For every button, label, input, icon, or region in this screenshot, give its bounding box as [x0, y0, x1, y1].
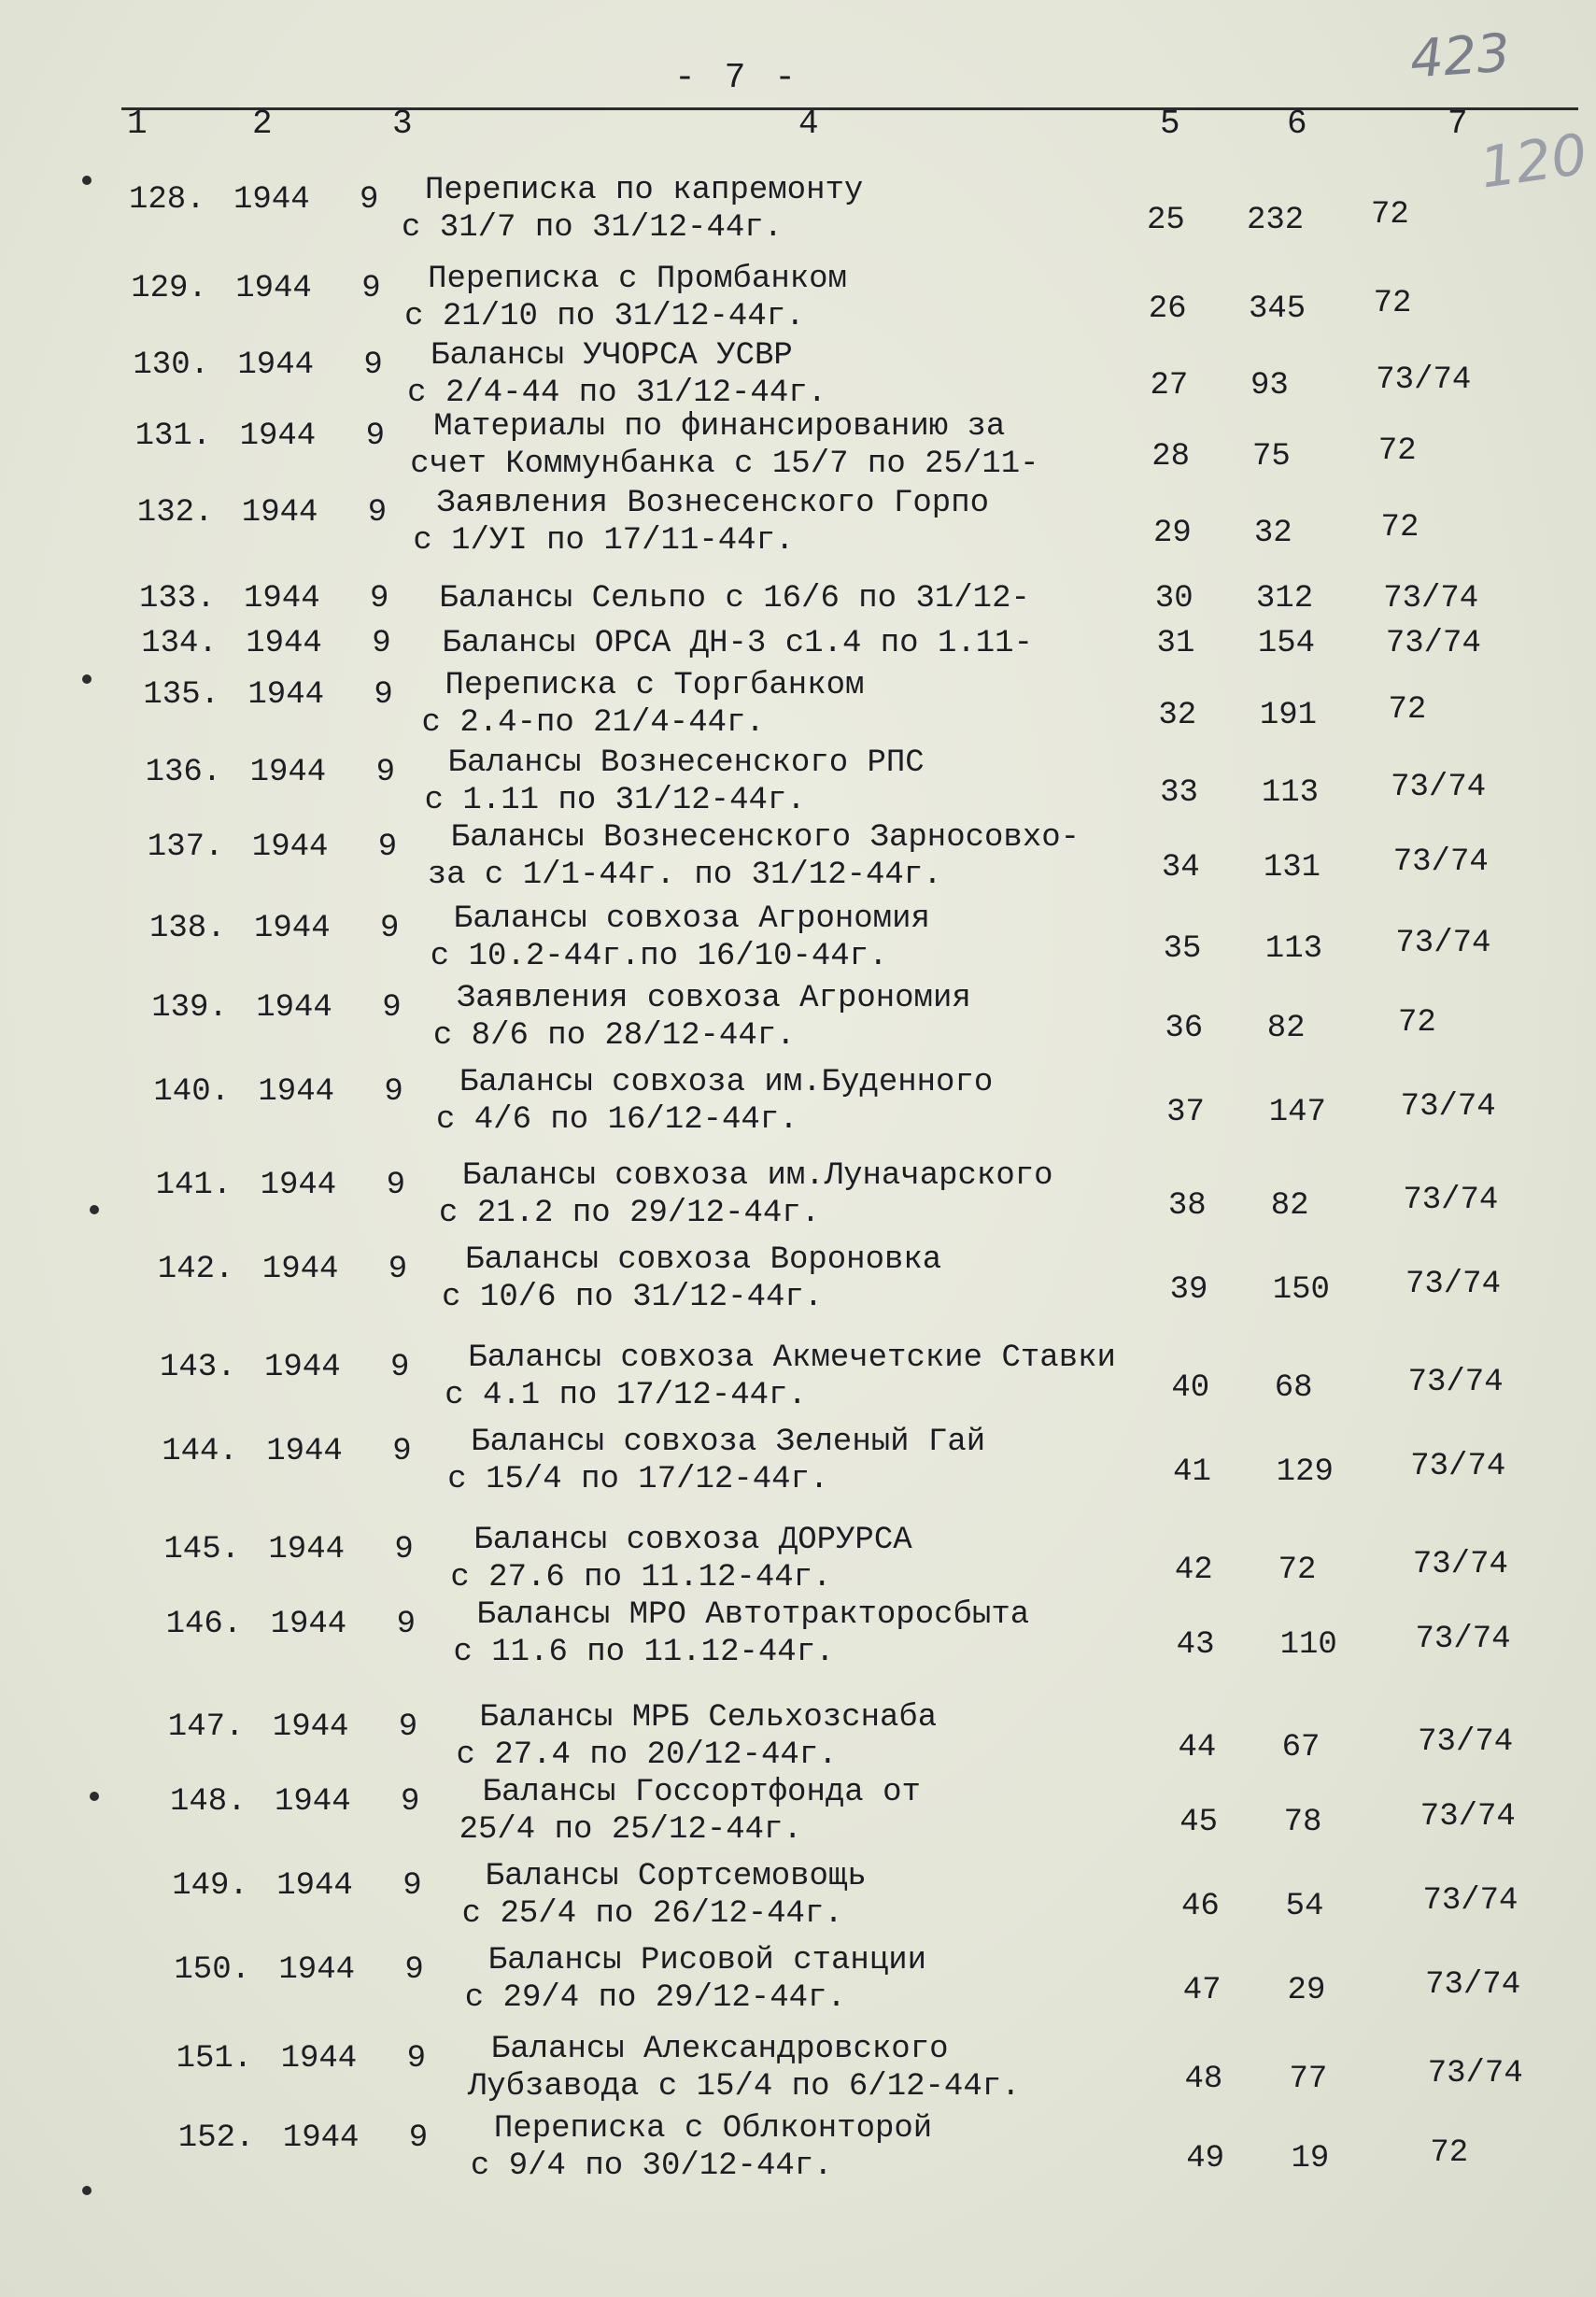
binding-hole — [90, 1205, 99, 1214]
entry-dates: с 15/4 по 17/12-44г. — [447, 1462, 829, 1497]
entry-dates: 25/4 по 25/12-44г. — [459, 1812, 802, 1848]
archive-side-number: 120 — [1476, 121, 1591, 202]
entry-title: Балансы совхоза им.Буденного — [459, 1065, 994, 1100]
entry-fund: 9 — [365, 418, 385, 454]
entry-dates: Лубзавода с 15/4 по 6/12-44г. — [467, 2069, 1021, 2105]
entry-fund: 9 — [390, 1350, 410, 1385]
entry-fund: 9 — [401, 1784, 420, 1820]
entry-dates: с 31/7 по 31/12-44г. — [402, 210, 784, 246]
entry-ref: 73/74 — [1400, 1089, 1496, 1125]
entry-sheet: 39 — [1169, 1272, 1208, 1308]
entry-year: 1944 — [249, 755, 327, 790]
entry-sheet: 42 — [1174, 1553, 1213, 1588]
entry-year: 1944 — [254, 911, 331, 946]
entry-ref: 72 — [1430, 2135, 1469, 2171]
entry-ref: 72 — [1371, 197, 1409, 233]
entry-fund: 9 — [392, 1434, 412, 1469]
entry-ref: 73/74 — [1403, 1183, 1499, 1218]
entry-ref: 73/74 — [1385, 626, 1481, 661]
column-header-1: 1 — [127, 105, 148, 143]
column-header-3: 3 — [392, 105, 413, 143]
entry-number: 139. — [151, 990, 228, 1026]
entry-number: 137. — [147, 829, 224, 865]
entry-sheet: 25 — [1147, 203, 1185, 238]
entry-title: Балансы совхоза Зеленый Гай — [471, 1425, 986, 1460]
entry-title: Балансы Сортсемовощь — [485, 1859, 867, 1894]
entry-year: 1944 — [237, 347, 315, 383]
entry-title: Материалы по финансированию за — [433, 409, 1006, 445]
entry-dates: с 29/4 по 29/12-44г. — [464, 1980, 846, 2016]
entry-year: 1944 — [241, 495, 318, 531]
entry-title: Заявления Вознесенского Горпо — [436, 486, 990, 521]
entry-number: 136. — [145, 755, 222, 790]
entry-year: 1944 — [246, 626, 322, 661]
entry-year: 1944 — [258, 1074, 335, 1110]
column-header-7: 7 — [1448, 105, 1468, 143]
entry-sheet: 41 — [1173, 1454, 1211, 1490]
entry-title: Балансы совхоза им.Луначарского — [462, 1158, 1053, 1194]
entry-pages: 113 — [1264, 931, 1323, 967]
entry-number: 130. — [133, 347, 210, 383]
entry-fund: 9 — [367, 495, 388, 531]
entry-year: 1944 — [261, 1252, 339, 1287]
entry-ref: 73/74 — [1410, 1449, 1506, 1484]
entry-title: Балансы Вознесенского Зарносовхо- — [450, 820, 1080, 856]
entry-title: Балансы Рисовой станции — [487, 1943, 927, 1978]
column-header-5: 5 — [1160, 105, 1180, 143]
entry-ref: 73/74 — [1422, 1883, 1518, 1919]
binding-hole — [90, 1792, 99, 1801]
entry-year: 1944 — [268, 1532, 346, 1567]
entry-title: Балансы Вознесенского РПС — [447, 745, 925, 781]
entry-fund: 9 — [380, 911, 400, 946]
entry-pages: 67 — [1281, 1730, 1321, 1765]
entry-pages: 191 — [1259, 698, 1318, 733]
page-number: - 7 - — [674, 58, 800, 98]
entry-number: 149. — [172, 1868, 248, 1904]
entry-dates: с 27.6 по 11.12-44г. — [450, 1560, 832, 1595]
entry-ref: 72 — [1373, 286, 1412, 321]
entry-year: 1944 — [270, 1607, 347, 1642]
entry-sheet: 34 — [1161, 850, 1200, 886]
entry-pages: 110 — [1279, 1627, 1337, 1663]
entry-fund: 9 — [372, 626, 391, 661]
entry-year: 1944 — [260, 1168, 337, 1203]
binding-hole — [82, 674, 92, 684]
binding-hole — [82, 2186, 92, 2195]
entry-year: 1944 — [272, 1709, 349, 1745]
entry-fund: 9 — [377, 829, 398, 865]
entry-fund: 9 — [408, 2120, 429, 2156]
entry-number: 145. — [163, 1532, 241, 1567]
entry-year: 1944 — [264, 1350, 341, 1385]
entry-dates: с 27.4 по 20/12-44г. — [456, 1737, 838, 1773]
entry-sheet: 35 — [1163, 931, 1202, 967]
entry-number: 143. — [160, 1350, 236, 1385]
entry-fund: 9 — [370, 581, 389, 617]
entry-ref: 73/74 — [1376, 362, 1472, 398]
entry-sheet: 31 — [1156, 626, 1195, 661]
entry-year: 1944 — [239, 418, 317, 454]
entry-number: 142. — [157, 1252, 234, 1287]
entry-pages: 113 — [1261, 775, 1320, 811]
entry-ref: 73/74 — [1419, 1799, 1516, 1835]
entry-title: Балансы МРБ Сельхозснаба — [479, 1700, 938, 1736]
entry-sheet: 32 — [1158, 698, 1197, 733]
entry-fund: 9 — [406, 2041, 426, 2077]
entry-dates: с 25/4 по 26/12-44г. — [461, 1896, 843, 1932]
entry-dates: за с 1/1-44г. по 31/12-44г. — [427, 858, 942, 893]
entry-pages: 150 — [1272, 1272, 1330, 1308]
entry-pages: 68 — [1274, 1370, 1313, 1406]
entry-year: 1944 — [247, 677, 325, 713]
entry-number: 133. — [139, 581, 216, 617]
entry-dates: с 1/УI по 17/11-44г. — [413, 523, 795, 559]
entry-sheet: 37 — [1166, 1095, 1205, 1130]
entry-number: 140. — [153, 1074, 231, 1110]
entry-pages: 312 — [1255, 581, 1314, 617]
entry-ref: 72 — [1380, 510, 1419, 546]
entry-pages: 154 — [1257, 626, 1316, 661]
entry-sheet: 48 — [1184, 2062, 1223, 2097]
entry-ref: 73/74 — [1395, 926, 1491, 961]
entry-number: 128. — [129, 182, 205, 218]
entry-dates: с 11.6 по 11.12-44г. — [453, 1635, 835, 1670]
entry-year: 1944 — [280, 2041, 358, 2077]
entry-pages: 77 — [1289, 2062, 1328, 2097]
entry-dates: с 9/4 по 30/12-44г. — [470, 2148, 833, 2184]
entry-sheet: 43 — [1176, 1627, 1215, 1663]
entry-sheet: 38 — [1167, 1188, 1207, 1224]
entry-dates: с 10.2-44г.по 16/10-44г. — [430, 939, 888, 974]
entry-title: Заявления совхоза Агрономия — [456, 981, 971, 1016]
entry-ref: 73/74 — [1405, 1267, 1501, 1302]
entry-pages: 54 — [1285, 1889, 1324, 1924]
entry-sheet: 33 — [1160, 775, 1198, 811]
entry-number: 141. — [155, 1168, 233, 1203]
entry-number: 151. — [176, 2041, 253, 2077]
entry-number: 146. — [165, 1607, 243, 1642]
entry-title: Балансы совхоза Акмечетские Ставки — [468, 1340, 1116, 1376]
entry-pages: 93 — [1250, 368, 1289, 404]
entry-number: 147. — [167, 1709, 245, 1745]
entry-year: 1944 — [233, 182, 310, 218]
entry-title: Переписка по капремонту — [425, 173, 864, 208]
entry-fund: 9 — [394, 1532, 414, 1567]
entry-fund: 9 — [360, 182, 379, 218]
column-header-6: 6 — [1287, 105, 1307, 143]
entry-year: 1944 — [276, 1868, 353, 1904]
entry-ref: 73/74 — [1425, 1967, 1521, 2003]
entry-year: 1944 — [235, 271, 312, 306]
entry-sheet: 28 — [1151, 439, 1191, 475]
entry-dates: с 8/6 по 28/12-44г. — [432, 1018, 796, 1054]
entry-pages: 82 — [1266, 1011, 1306, 1046]
entry-title: Балансы ОРСА ДН-3 с1.4 по 1.11- — [442, 626, 1033, 661]
entry-number: 152. — [177, 2120, 255, 2156]
entry-pages: 72 — [1278, 1553, 1317, 1588]
entry-ref: 73/74 — [1407, 1365, 1504, 1400]
entry-pages: 29 — [1287, 1973, 1326, 2008]
entry-number: 129. — [131, 271, 207, 306]
entry-ref: 72 — [1377, 433, 1417, 469]
entry-title: Балансы МРО Автотракторосбыта — [476, 1597, 1030, 1633]
entry-fund: 9 — [403, 1868, 422, 1904]
entry-year: 1944 — [275, 1784, 351, 1820]
entry-sheet: 47 — [1182, 1973, 1222, 2008]
entry-pages: 232 — [1247, 203, 1305, 238]
entry-fund: 9 — [361, 271, 381, 306]
entry-title: Балансы совхоза Вороновка — [465, 1242, 942, 1278]
entry-dates: с 21/10 по 31/12-44г. — [404, 299, 805, 334]
entry-dates: с 10/6 по 31/12-44г. — [442, 1280, 824, 1315]
entry-pages: 82 — [1270, 1188, 1309, 1224]
entry-number: 148. — [170, 1784, 247, 1820]
entry-fund: 9 — [375, 755, 395, 790]
entry-ref: 73/74 — [1418, 1724, 1514, 1760]
entry-pages: 129 — [1276, 1454, 1334, 1490]
entry-fund: 9 — [396, 1607, 416, 1642]
entry-sheet: 29 — [1153, 516, 1192, 551]
entry-number: 138. — [149, 911, 226, 946]
entry-ref: 73/74 — [1412, 1547, 1508, 1582]
entry-title: Переписка с Облконторой — [493, 2111, 933, 2147]
entry-ref: 72 — [1398, 1005, 1436, 1041]
entry-pages: 131 — [1263, 850, 1321, 886]
entry-sheet: 44 — [1178, 1730, 1217, 1765]
entry-year: 1944 — [256, 990, 332, 1026]
entry-pages: 75 — [1251, 439, 1291, 475]
entry-ref: 72 — [1388, 692, 1427, 728]
entry-title: Балансы УЧОРСА УСВР — [431, 338, 793, 374]
entry-sheet: 26 — [1148, 291, 1187, 327]
entry-pages: 19 — [1291, 2141, 1330, 2176]
entry-pages: 32 — [1253, 516, 1292, 551]
entry-ref: 73/74 — [1383, 581, 1479, 617]
entry-dates: с 4/6 по 16/12-44г. — [435, 1102, 798, 1138]
entry-ref: 73/74 — [1392, 844, 1489, 880]
entry-dates: с 2.4-по 21/4-44г. — [421, 705, 765, 741]
entry-title: Переписка с Торгбанком — [445, 668, 865, 703]
entry-sheet: 36 — [1165, 1011, 1204, 1046]
entry-title: Балансы совхоза ДОРУРСА — [473, 1523, 912, 1558]
entry-ref: 73/74 — [1427, 2056, 1523, 2091]
entry-dates: счет Коммунбанка с 15/7 по 25/11- — [410, 447, 1039, 482]
entry-sheet: 40 — [1171, 1370, 1210, 1406]
archive-stamp-number: 423 — [1407, 22, 1513, 91]
entry-sheet: 49 — [1186, 2141, 1225, 2176]
entry-sheet: 30 — [1154, 581, 1193, 617]
column-header-row — [121, 105, 1588, 157]
entry-number: 135. — [143, 677, 220, 713]
entry-dates: с 4.1 по 17/12-44г. — [445, 1378, 807, 1413]
entry-pages: 147 — [1268, 1095, 1326, 1130]
entry-ref: 73/74 — [1391, 770, 1487, 805]
entry-fund: 9 — [382, 990, 402, 1026]
column-header-4: 4 — [798, 105, 819, 143]
entry-title: Балансы Сельпо с 16/6 по 31/12- — [439, 581, 1030, 617]
binding-hole — [82, 176, 92, 185]
entry-fund: 9 — [398, 1709, 418, 1745]
entry-fund: 9 — [374, 677, 393, 713]
entry-dates: с 21.2 по 29/12-44г. — [439, 1196, 821, 1231]
entry-number: 131. — [134, 418, 212, 454]
entry-year: 1944 — [266, 1434, 343, 1469]
entry-dates: с 1.11 по 31/12-44г. — [424, 783, 806, 818]
entry-fund: 9 — [384, 1074, 403, 1110]
entry-title: Балансы Госсортфонда от — [482, 1775, 921, 1810]
entry-fund: 9 — [386, 1168, 405, 1203]
entry-pages: 345 — [1248, 291, 1306, 327]
entry-year: 1944 — [244, 581, 320, 617]
entry-title: Балансы совхоза Агрономия — [453, 901, 930, 937]
entry-sheet: 27 — [1150, 368, 1189, 404]
entry-year: 1944 — [278, 1952, 356, 1988]
entry-number: 150. — [174, 1952, 251, 1988]
entry-year: 1944 — [251, 829, 329, 865]
entry-title: Балансы Александровского — [490, 2032, 949, 2067]
entry-fund: 9 — [388, 1252, 408, 1287]
entry-sheet: 45 — [1179, 1805, 1218, 1840]
entry-pages: 78 — [1283, 1805, 1322, 1840]
entry-title: Переписка с Промбанком — [428, 262, 847, 297]
entry-fund: 9 — [404, 1952, 424, 1988]
entry-number: 144. — [162, 1434, 238, 1469]
entry-dates: с 2/4-44 по 31/12-44г. — [407, 376, 827, 411]
entry-sheet: 46 — [1180, 1889, 1220, 1924]
entry-number: 134. — [141, 626, 218, 661]
column-header-2: 2 — [252, 105, 273, 143]
entry-number: 132. — [136, 495, 214, 531]
entry-fund: 9 — [363, 347, 383, 383]
entry-ref: 73/74 — [1415, 1622, 1511, 1657]
entry-year: 1944 — [282, 2120, 360, 2156]
